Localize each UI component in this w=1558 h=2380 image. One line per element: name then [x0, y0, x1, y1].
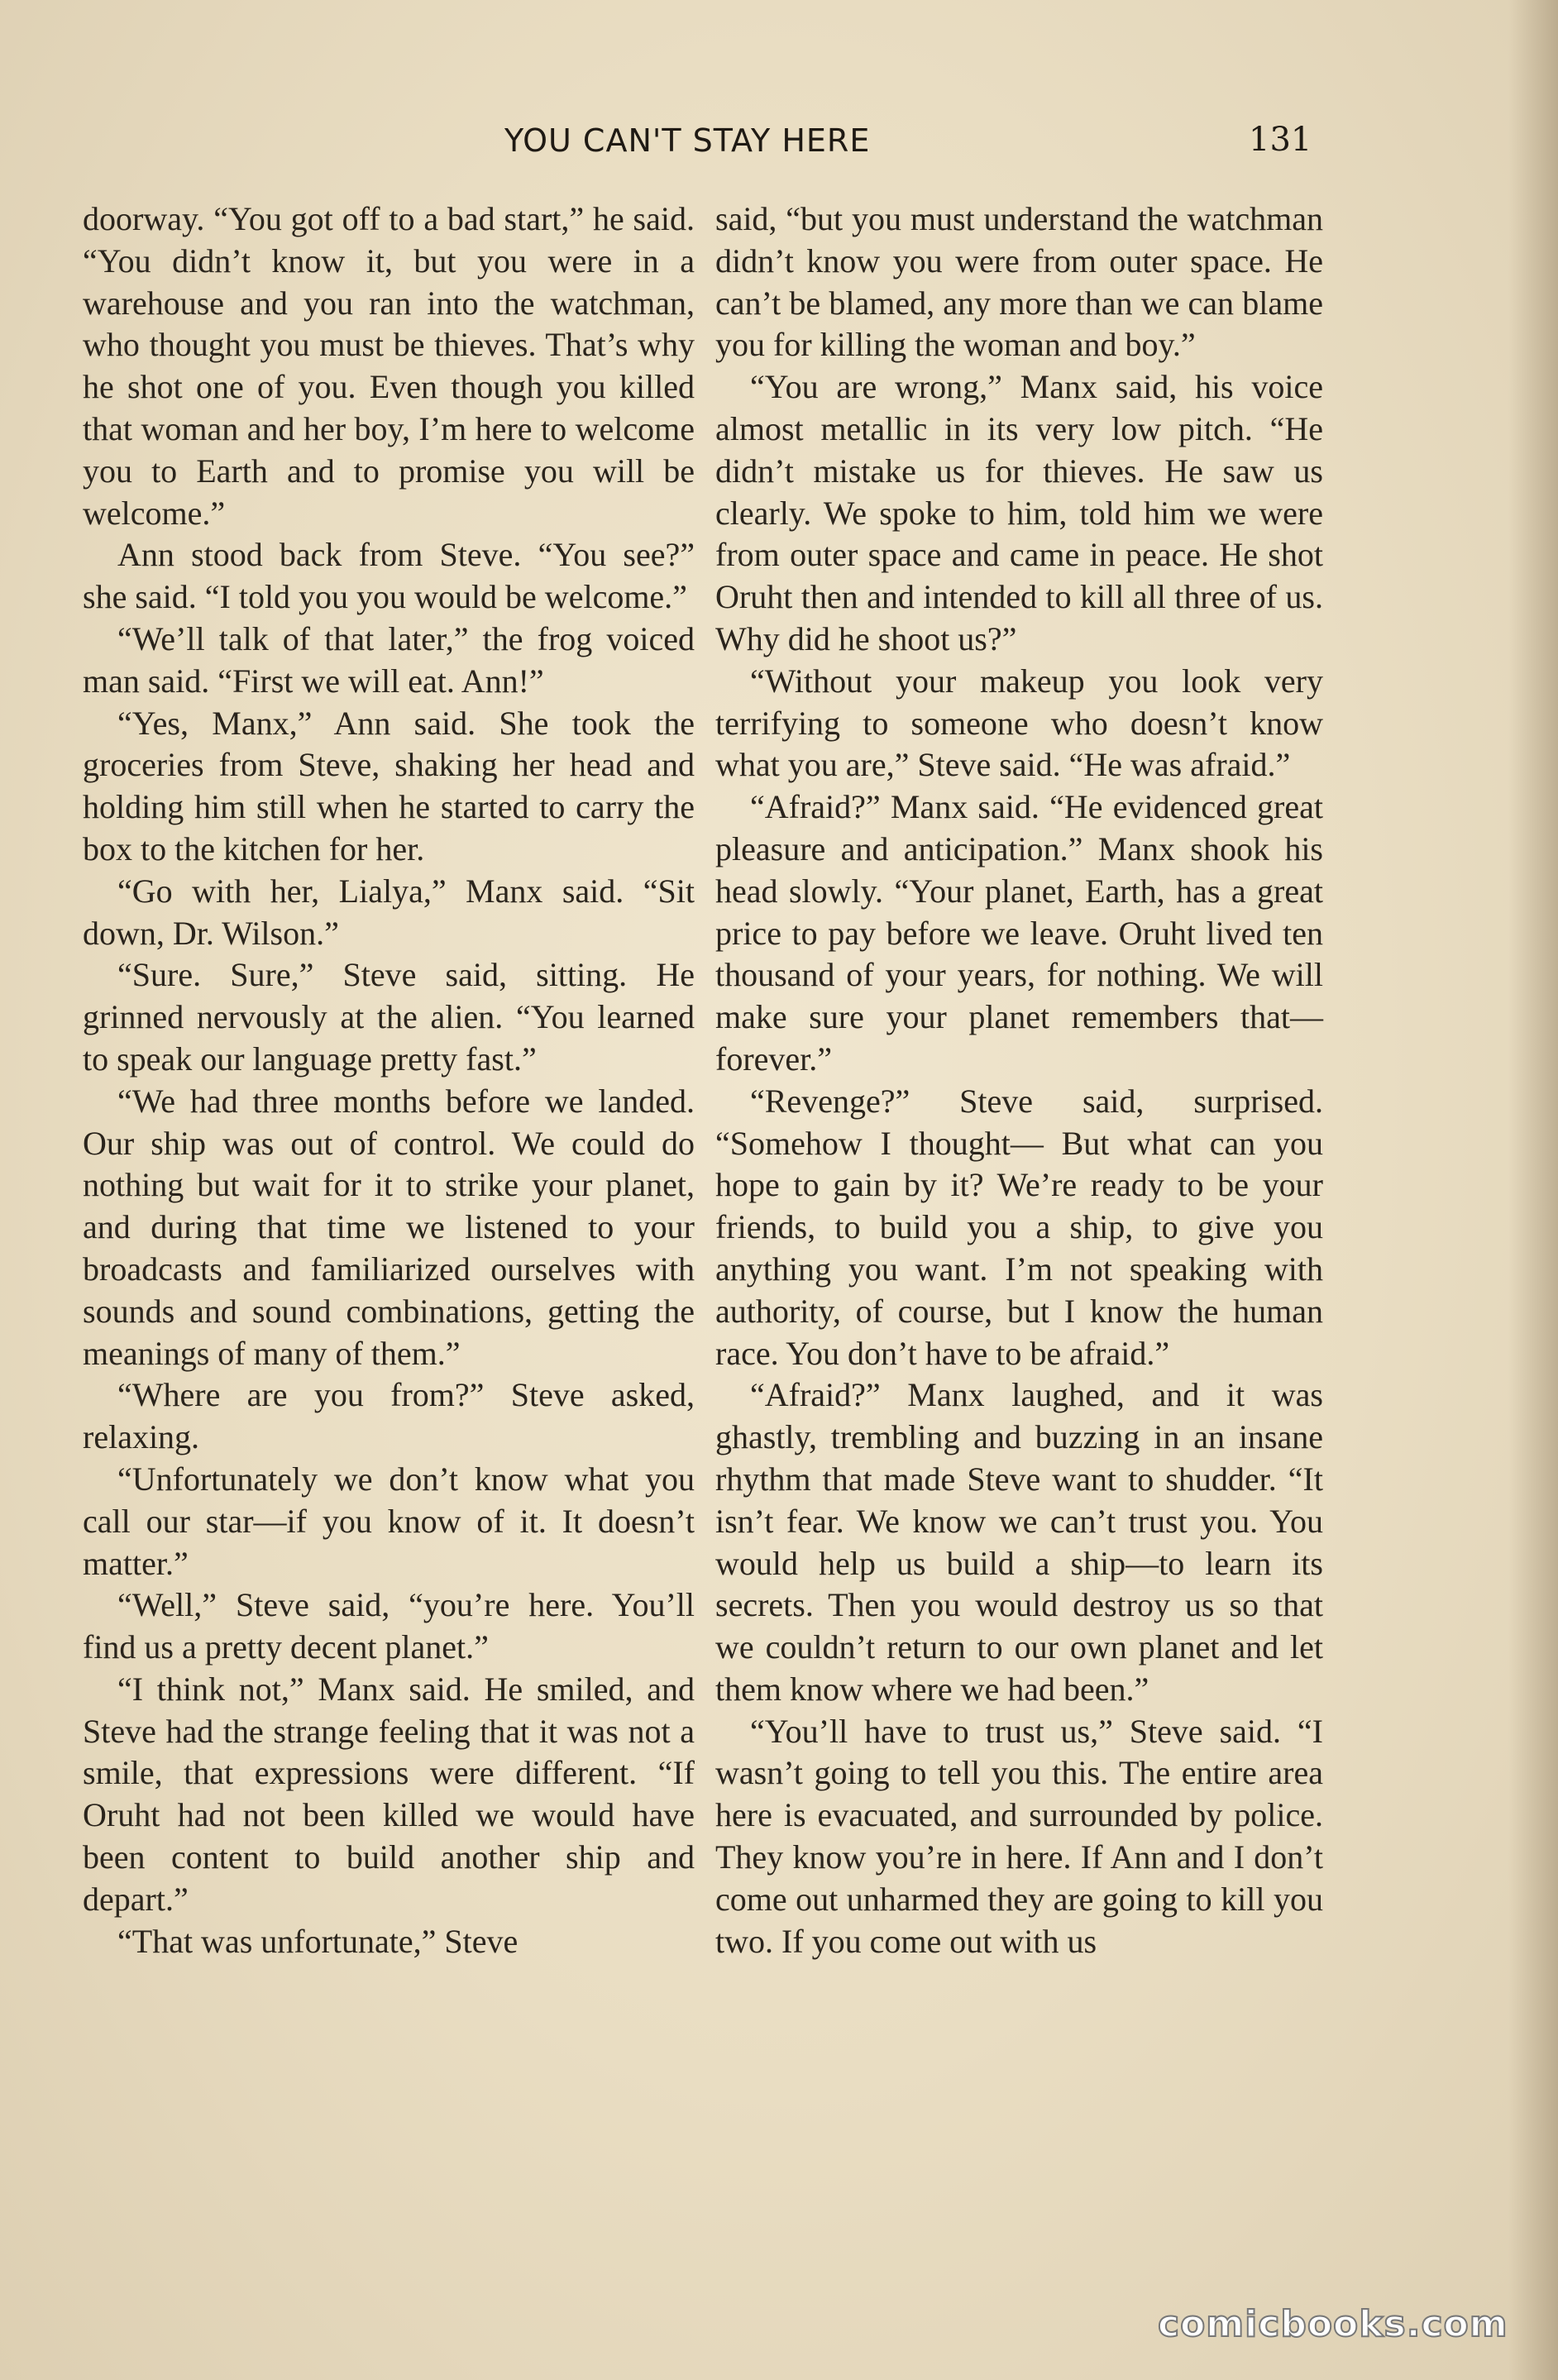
- running-title: YOU CAN'T STAY HERE: [504, 122, 871, 159]
- site-watermark: comicbooks.com: [1158, 2303, 1508, 2345]
- paragraph: “Go with her, Lialya,” Manx said. “Sit down, Dr. Wilson.”: [83, 872, 695, 952]
- paragraph: “You are wrong,” Manx said, his voice almost metallic in its very low pitch. “He didn’t mistake us for thieves. He saw us clearly. We spoke to him, told him we were from outer space and came in peace. He shot Oruht then and intended to kill all three of us. Why did he shoot us?”: [715, 368, 1323, 657]
- paragraph: “Afraid?” Manx laughed, and it was ghastly, trembling and buzzing in an insane rhythm that made Steve want to shudder. “It isn’t fear. We know we can’t trust you. You would help us build a ship—to learn its secrets. Then you would destroy us so that we couldn’t return to our own planet and let them know where we had been.”: [715, 1376, 1323, 1708]
- right-column: [715, 198, 1323, 1962]
- paragraph: “Afraid?” Manx said. “He evidenced great pleasure and anticipation.” Manx shook his head slowly. “Your planet, Earth, has a great price to pay before we leave. Oruht lived ten thousand of your years, for nothing. We will make sure your planet remembers that—forever.”: [715, 788, 1323, 1078]
- paragraph: said, “but you must understand the watchman didn’t know you were from outer space. He can’t be blamed, any more than we can blame you for killing the woman and boy.”: [715, 200, 1323, 364]
- paragraph: “Yes, Manx,” Ann said. She took the groceries from Steve, shaking her head and holding him still when he started to carry the box to the kitchen for her.: [83, 704, 695, 867]
- paragraph: “I think not,” Manx said. He smiled, and Steve had the strange feeling that it was not a smile, that expressions were different. “If Oruht had not been killed we would have been content to build another ship and depart.”: [83, 1670, 695, 1918]
- paragraph: “Unfortunately we don’t know what you call our star—if you know of it. It doesn’t matter.”: [83, 1460, 695, 1582]
- paragraph: “Sure. Sure,” Steve said, sitting. He grinned nervously at the alien. “You learned to speak our language pretty fast.”: [83, 956, 695, 1078]
- paragraph: “That was unfortunate,” Steve: [117, 1922, 519, 1960]
- paragraph: “We had three months before we landed. Our ship was out of control. We could do nothing but wait for it to strike your planet, and during that time we listened to your broadcasts and familiarized ourselves with sounds and sound combinations, getting the meanings of many of them.”: [83, 1082, 695, 1372]
- paragraph: “Well,” Steve said, “you’re here. You’ll find us a pretty decent planet.”: [83, 1586, 695, 1666]
- paragraph: “Where are you from?” Steve asked, relaxing.: [83, 1376, 695, 1456]
- paragraph: “We’ll talk of that later,” the frog voiced man said. “First we will eat. Ann!”: [83, 619, 695, 700]
- page-number: 131: [1249, 121, 1312, 159]
- paragraph: Ann stood back from Steve. “You see?” she said. “I told you you would be welcome.”: [83, 536, 695, 616]
- page-header: [0, 122, 1558, 172]
- paragraph: “Revenge?” Steve said, surprised. “Somehow I thought— But what can you hope to gain by it? We’re ready to be your friends, to build you a ship, to give you anything you want. I’m not speaking with authority, of course, but I know the human race. You don’t have to be afraid.”: [715, 1082, 1323, 1372]
- left-column: [83, 198, 695, 1962]
- paragraph: “Without your makeup you look very terrifying to someone who doesn’t know what you are,” Steve said. “He was afraid.”: [715, 662, 1323, 784]
- paragraph: “You’ll have to trust us,” Steve said. “I wasn’t going to tell you this. The entire area here is evacuated, and surrounded by police. They know you’re in here. If Ann and I don’t come out unharmed they are going to kill you two. If you come out with us: [715, 1712, 1323, 1960]
- paragraph: doorway. “You got off to a bad start,” he said. “You didn’t know it, but you were in a warehouse and you ran into the watchman, who thought you must be thieves. That’s why he shot one of you. Even though you killed that woman and her boy, I’m here to welcome you to Earth and to promise you will be welcome.”: [83, 200, 695, 532]
